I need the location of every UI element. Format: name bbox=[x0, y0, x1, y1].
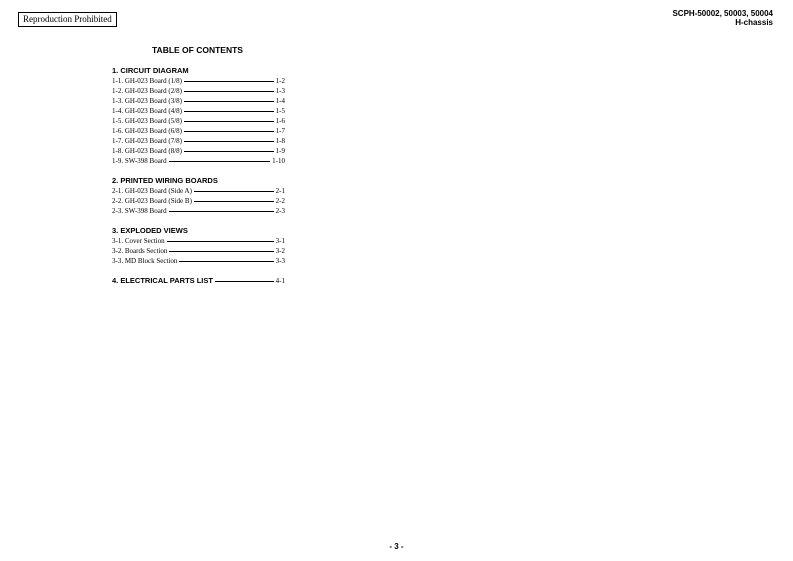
toc-entry bbox=[112, 96, 285, 106]
entry-label: 1-6. GH-023 Board (6/8) bbox=[112, 127, 182, 135]
section-heading: 1. CIRCUIT DIAGRAM bbox=[112, 66, 189, 75]
dot-leader bbox=[184, 141, 274, 142]
toc-entry bbox=[112, 146, 285, 156]
dot-leader bbox=[184, 111, 274, 112]
toc-section-printed-wiring-boards bbox=[112, 176, 285, 216]
toc-entry bbox=[112, 186, 285, 196]
entry-label: 1-3. GH-023 Board (3/8) bbox=[112, 97, 182, 105]
page-number: - 3 - bbox=[389, 542, 404, 551]
entry-label: 1-7. GH-023 Board (7/8) bbox=[112, 137, 182, 145]
toc-entry bbox=[112, 136, 285, 146]
toc-entry bbox=[112, 86, 285, 96]
entry-label: 4. ELECTRICAL PARTS LIST bbox=[112, 276, 213, 285]
dot-leader bbox=[184, 121, 274, 122]
entry-label: 1-9. SW-398 Board bbox=[112, 157, 167, 165]
section-heading: 3. EXPLODED VIEWS bbox=[112, 226, 188, 235]
entry-label: 2-2. GH-023 Board (Side B) bbox=[112, 197, 192, 205]
dot-leader bbox=[169, 211, 274, 212]
reproduction-prohibited-stamp: Reproduction Prohibited bbox=[18, 12, 117, 27]
entry-page: 3-2 bbox=[275, 247, 285, 255]
toc-section-exploded-views bbox=[112, 226, 285, 266]
dot-leader bbox=[169, 251, 273, 252]
dot-leader bbox=[194, 191, 274, 192]
entry-label: 1-4. GH-023 Board (4/8) bbox=[112, 107, 182, 115]
entry-page: 1-2 bbox=[275, 77, 285, 85]
toc-title: TABLE OF CONTENTS bbox=[152, 45, 243, 55]
dot-leader bbox=[167, 241, 274, 242]
entry-label: 2-1. GH-023 Board (Side A) bbox=[112, 187, 192, 195]
toc-entry bbox=[112, 196, 285, 206]
entry-page: 1-6 bbox=[275, 117, 285, 125]
entry-label: 1-8. GH-023 Board (8/8) bbox=[112, 147, 182, 155]
entry-page: 1-9 bbox=[275, 147, 285, 155]
entry-page: 1-4 bbox=[275, 97, 285, 105]
toc-entry bbox=[112, 126, 285, 136]
dot-leader bbox=[184, 131, 274, 132]
entry-label: 3-2. Boards Section bbox=[112, 247, 168, 255]
table-of-contents bbox=[112, 66, 285, 286]
entry-page: 1-7 bbox=[275, 127, 285, 135]
entry-page: 2-3 bbox=[275, 207, 285, 215]
toc-entry bbox=[112, 256, 285, 266]
dot-leader bbox=[215, 281, 274, 282]
dot-leader bbox=[184, 91, 274, 92]
dot-leader bbox=[179, 261, 273, 262]
toc-entry bbox=[112, 76, 285, 86]
document-header bbox=[672, 9, 773, 27]
entry-page: 1-10 bbox=[272, 157, 285, 165]
entry-page: 1-8 bbox=[275, 137, 285, 145]
model-numbers: SCPH-50002, 50003, 50004 bbox=[672, 9, 773, 18]
chassis-label: H-chassis bbox=[735, 18, 773, 27]
toc-entry bbox=[112, 246, 285, 256]
entry-page: 2-2 bbox=[275, 197, 285, 205]
dot-leader bbox=[184, 151, 274, 152]
dot-leader bbox=[169, 161, 271, 162]
entry-page: 4-1 bbox=[275, 277, 285, 285]
toc-entry bbox=[112, 236, 285, 246]
section-heading: 2. PRINTED WIRING BOARDS bbox=[112, 176, 218, 185]
entry-label: 3-3. MD Block Section bbox=[112, 257, 178, 265]
dot-leader bbox=[194, 201, 274, 202]
entry-page: 1-5 bbox=[275, 107, 285, 115]
entry-label: 3-1. Cover Section bbox=[112, 237, 165, 245]
entry-page: 3-3 bbox=[275, 257, 285, 265]
entry-label: 1-1. GH-023 Board (1/8) bbox=[112, 77, 182, 85]
toc-entry-electrical-parts-list bbox=[112, 276, 285, 286]
entry-page: 3-1 bbox=[275, 237, 285, 245]
entry-page: 1-3 bbox=[275, 87, 285, 95]
toc-entry bbox=[112, 206, 285, 216]
toc-section-circuit-diagram bbox=[112, 66, 285, 166]
entry-label: 2-3. SW-398 Board bbox=[112, 207, 167, 215]
entry-label: 1-2. GH-023 Board (2/8) bbox=[112, 87, 182, 95]
dot-leader bbox=[184, 101, 274, 102]
toc-entry bbox=[112, 156, 285, 166]
toc-entry bbox=[112, 106, 285, 116]
entry-page: 2-1 bbox=[275, 187, 285, 195]
toc-entry bbox=[112, 116, 285, 126]
entry-label: 1-5. GH-023 Board (5/8) bbox=[112, 117, 182, 125]
dot-leader bbox=[184, 81, 274, 82]
